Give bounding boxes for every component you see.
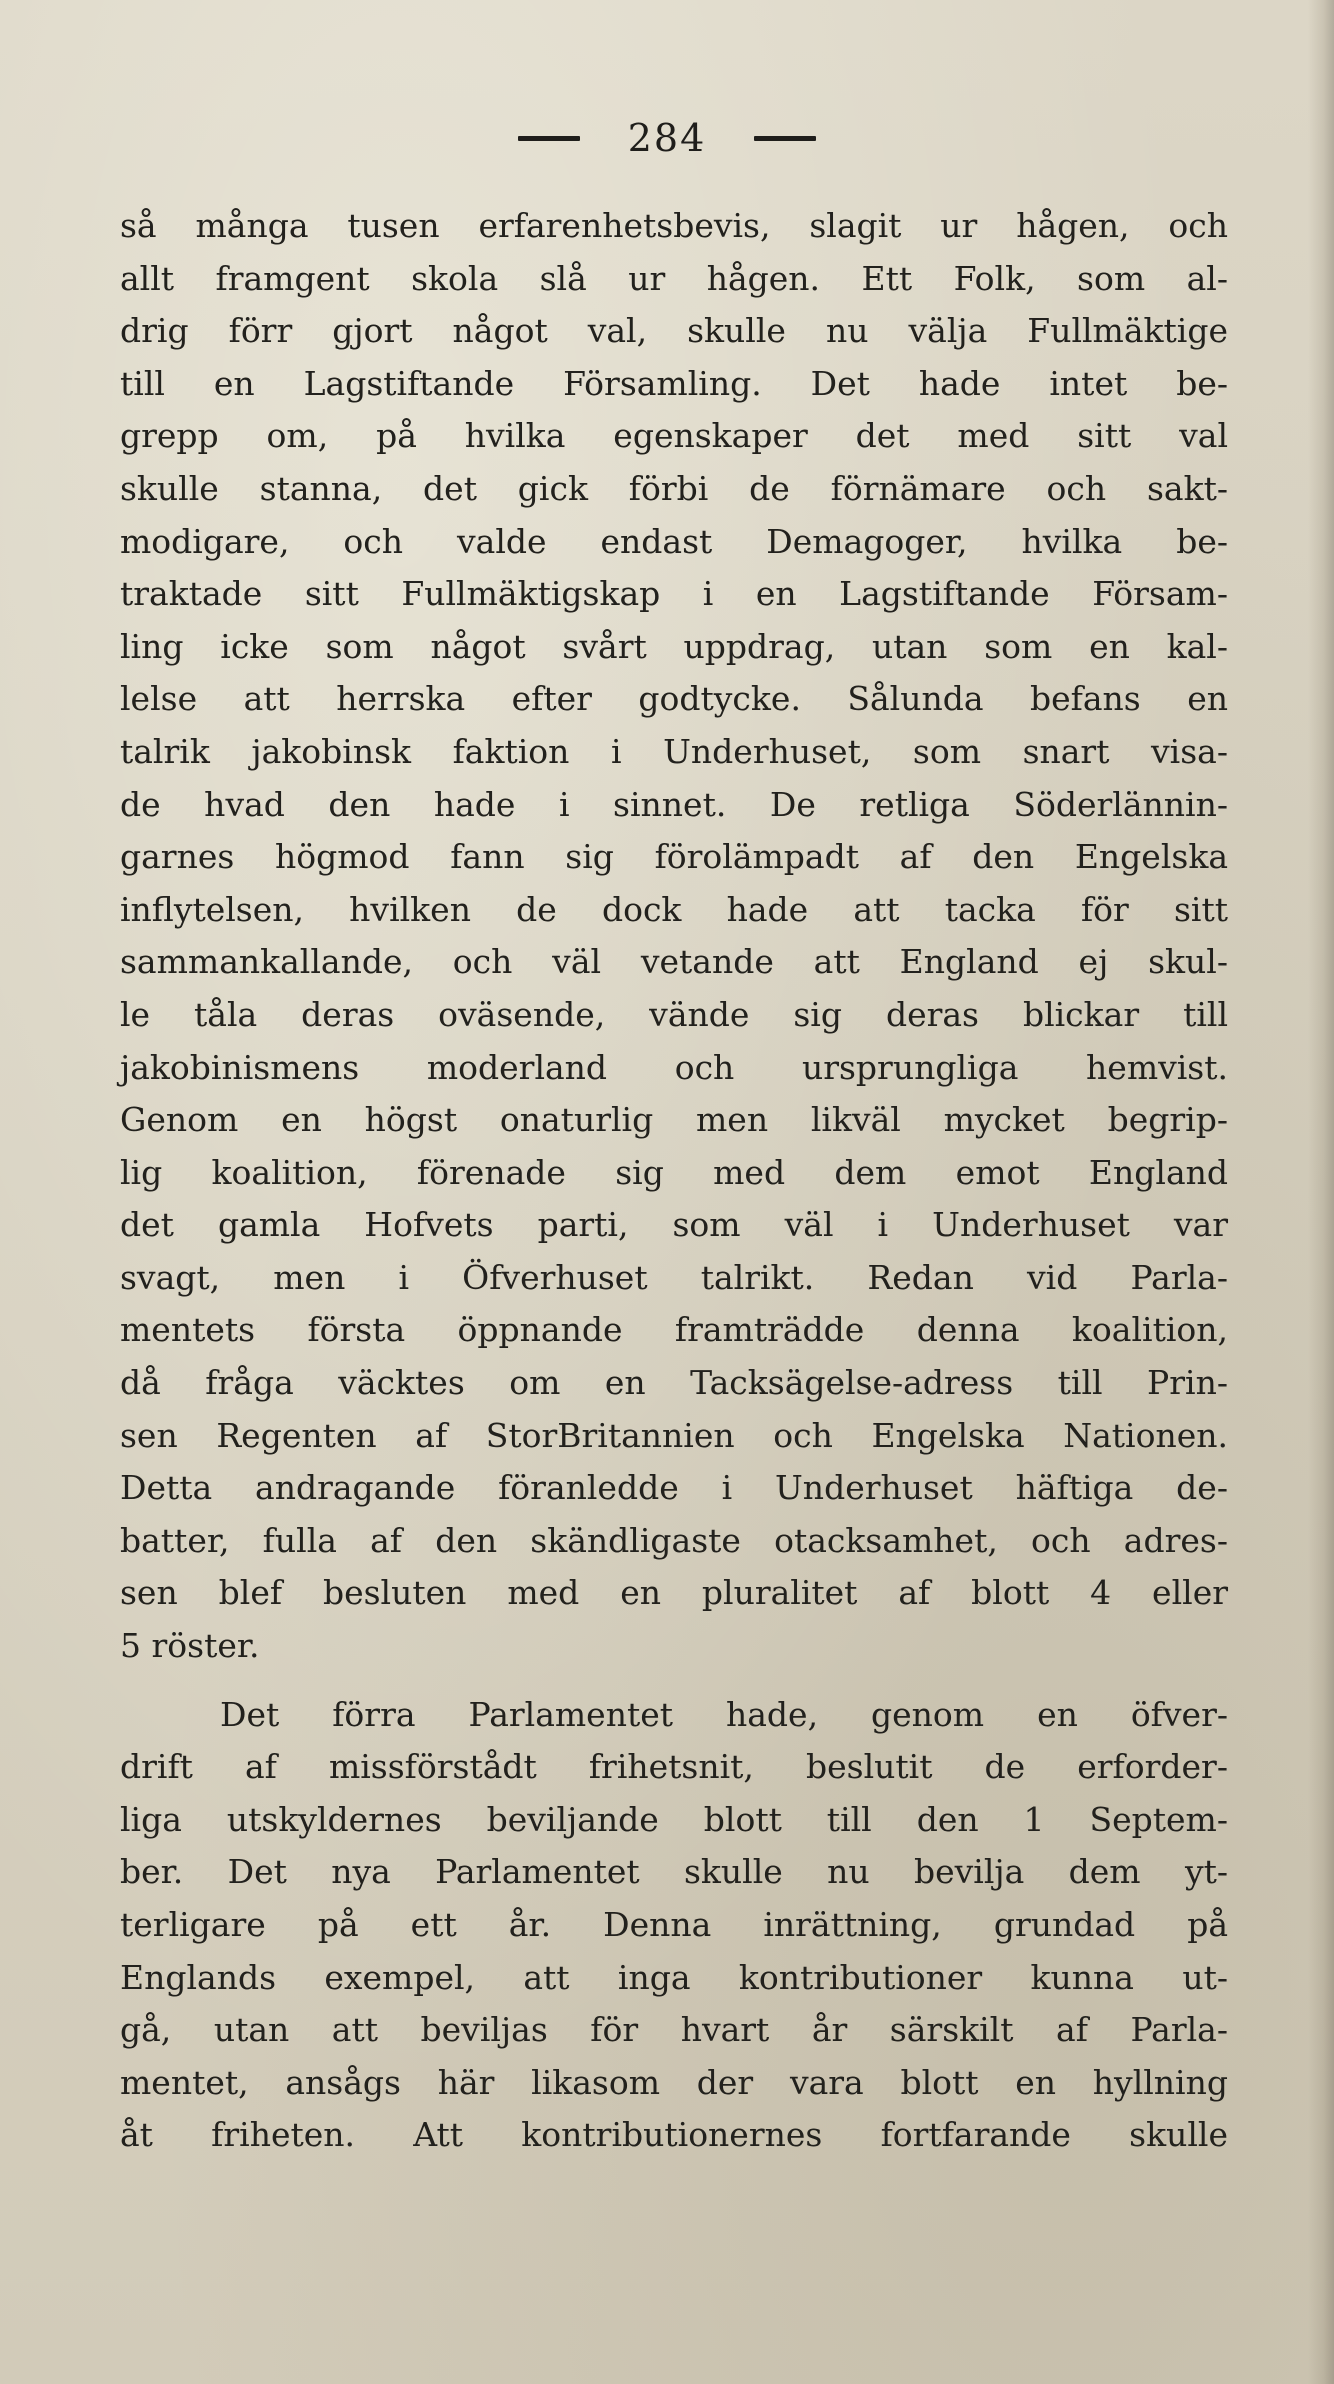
- text-line: Det förra Parlamentet hade, genom en öfver-: [220, 1694, 1228, 1734]
- text-line: ling icke som något svårt uppdrag, utan som en kal-: [120, 626, 1228, 666]
- text-line: liga utskyldernes beviljande blott till den 1 Septem-: [120, 1799, 1228, 1839]
- text-line: sen blef besluten med en pluralitet af blott 4 eller: [120, 1573, 1228, 1613]
- text-line: gå, utan att beviljas för hvart år särskilt af Parla-: [120, 2010, 1228, 2050]
- text-line: mentets första öppnande framträdde denna koalition,: [120, 1310, 1228, 1350]
- text-line: Genom en högst onaturlig men likväl mycket begrip-: [120, 1100, 1228, 1140]
- text-line: le tåla deras oväsende, vände sig deras blickar till: [120, 994, 1228, 1034]
- text-line: mentet, ansågs här likasom der vara blott en hyllning: [120, 2062, 1228, 2102]
- paragraph-2: [120, 1689, 1228, 2162]
- text-line: batter, fulla af den skändligaste otacksamhet, och adres-: [120, 1520, 1228, 1560]
- text-line: 5 röster.: [120, 1626, 260, 1666]
- text-line: drig förr gjort något val, skulle nu välja Fullmäktige: [120, 311, 1228, 351]
- text-line: traktade sitt Fullmäktigskap i en Lagstiftande Försam-: [120, 574, 1228, 614]
- page-header: [0, 108, 1334, 168]
- text-line: jakobinismens moderland och ursprungliga hemvist.: [120, 1047, 1228, 1087]
- page-edge-shadow: [1308, 0, 1334, 2384]
- text-line: modigare, och valde endast Demagoger, hvilka be-: [120, 521, 1228, 561]
- body-text: [120, 200, 1228, 2162]
- page-number: 284: [627, 116, 707, 160]
- text-line: grepp om, på hvilka egenskaper det med sitt val: [120, 416, 1228, 456]
- text-line: då fråga väcktes om en Tacksägelse-adress till Prin-: [120, 1363, 1228, 1403]
- text-line: ber. Det nya Parlamentet skulle nu bevilja dem yt-: [120, 1852, 1228, 1892]
- header-dash-right: [754, 136, 816, 141]
- text-line: talrik jakobinsk faktion i Underhuset, som snart visa-: [120, 731, 1228, 771]
- text-line: till en Lagstiftande Församling. Det hade intet be-: [120, 363, 1228, 403]
- text-line: terligare på ett år. Denna inrättning, grundad på: [120, 1905, 1228, 1944]
- text-line: de hvad den hade i sinnet. De retliga Söderlännin-: [120, 784, 1228, 824]
- text-line: sammankallande, och väl vetande att England ej skul-: [120, 942, 1228, 982]
- text-line: allt framgent skola slå ur hågen. Ett Folk, som al-: [120, 258, 1228, 298]
- header-dash-left: [518, 136, 580, 141]
- text-line: lelse att herrska efter godtycke. Sålunda befans en: [120, 679, 1228, 719]
- text-line: lig koalition, förenade sig med dem emot England: [120, 1152, 1228, 1192]
- paragraph-1: [120, 200, 1228, 1673]
- text-line: skulle stanna, det gick förbi de förnämare och sakt-: [120, 468, 1228, 508]
- text-line: garnes högmod fann sig förolämpadt af den Engelska: [120, 837, 1228, 877]
- text-line: inflytelsen, hvilken de dock hade att tacka för sitt: [120, 889, 1228, 929]
- text-line: så många tusen erfarenhetsbevis, slagit ur hågen, och: [120, 206, 1228, 245]
- text-line: Detta andragande föranledde i Underhuset häftiga de-: [120, 1468, 1228, 1508]
- text-line: svagt, men i Öfverhuset talrikt. Redan vid Parla-: [120, 1257, 1228, 1297]
- paragraph-gap: [120, 1673, 1228, 1689]
- text-line: det gamla Hofvets parti, som väl i Underhuset var: [120, 1205, 1228, 1245]
- text-line: drift af missförstådt frihetsnit, beslutit de erforder-: [120, 1747, 1228, 1787]
- text-line: åt friheten. Att kontributionernes fortfarande skulle: [120, 2115, 1228, 2155]
- text-line: sen Regenten af StorBritannien och Engelska Nationen.: [120, 1415, 1228, 1455]
- text-line: Englands exempel, att inga kontributioner kunna ut-: [120, 1957, 1228, 1997]
